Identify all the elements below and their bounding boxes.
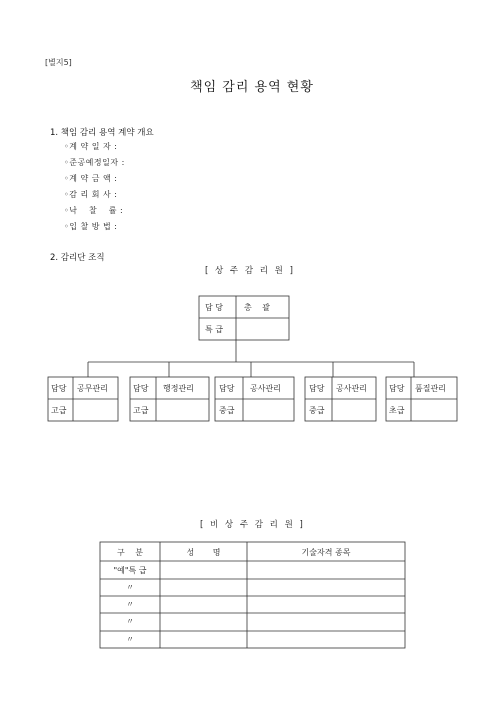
unit-label: 담당 [219, 384, 235, 393]
table-header-name: 성 명 [186, 548, 221, 557]
unit-label: 담당 [389, 384, 405, 393]
unit-grade: 중급 [219, 406, 235, 415]
unit-label: 담당 [309, 384, 325, 393]
unit-label: 담당 [133, 384, 149, 393]
completion-date-label: ◦준공예정일자 : [64, 158, 125, 167]
contract-date-label: ◦계 약 일 자 : [64, 142, 118, 151]
table-row-category: 〃 [126, 600, 134, 609]
table-row-category: 〃 [126, 617, 134, 626]
head-label: 담 당 [205, 303, 223, 312]
form-tag: [별지5] [45, 58, 72, 67]
bid-method-label: ◦입 찰 방 법 : [64, 222, 118, 231]
table-row-category: "예"특 급 [113, 566, 147, 575]
table-row-category: 〃 [126, 635, 134, 644]
head-role: 총 괄 [244, 303, 270, 312]
section1-heading: 1. 책임 감리 용역 계약 개요 [50, 128, 154, 138]
table-header-qualification: 기술자격 종목 [301, 548, 351, 557]
award-rate-label: ◦낙 찰 률 : [64, 206, 124, 215]
unit-role: 품질관리 [415, 384, 446, 393]
page-title: 책임 감리 용역 현황 [190, 80, 314, 95]
unit-role: 행정관리 [163, 384, 194, 393]
table-row-category: 〃 [126, 583, 134, 592]
unit-role: 공사관리 [336, 384, 367, 393]
unit-grade: 초급 [389, 406, 405, 415]
unit-grade: 고급 [51, 406, 67, 415]
supervision-company-label: ◦감 리 회 사 : [64, 190, 118, 199]
unit-label: 담당 [51, 384, 67, 393]
table-header-category: 구 분 [117, 548, 143, 557]
unit-grade: 중급 [309, 406, 325, 415]
unit-role: 공무관리 [77, 384, 108, 393]
nonresident-staff-caption: [ 비 상 주 감 리 원 ] [200, 520, 305, 530]
section2-heading: 2. 감리단 조직 [50, 253, 105, 263]
unit-role: 공사관리 [250, 384, 281, 393]
unit-grade: 고급 [133, 406, 149, 415]
head-grade: 특 급 [205, 325, 223, 334]
contract-amount-label: ◦계 약 금 액 : [64, 174, 118, 183]
resident-staff-caption: [ 상 주 감 리 원 ] [205, 266, 295, 276]
